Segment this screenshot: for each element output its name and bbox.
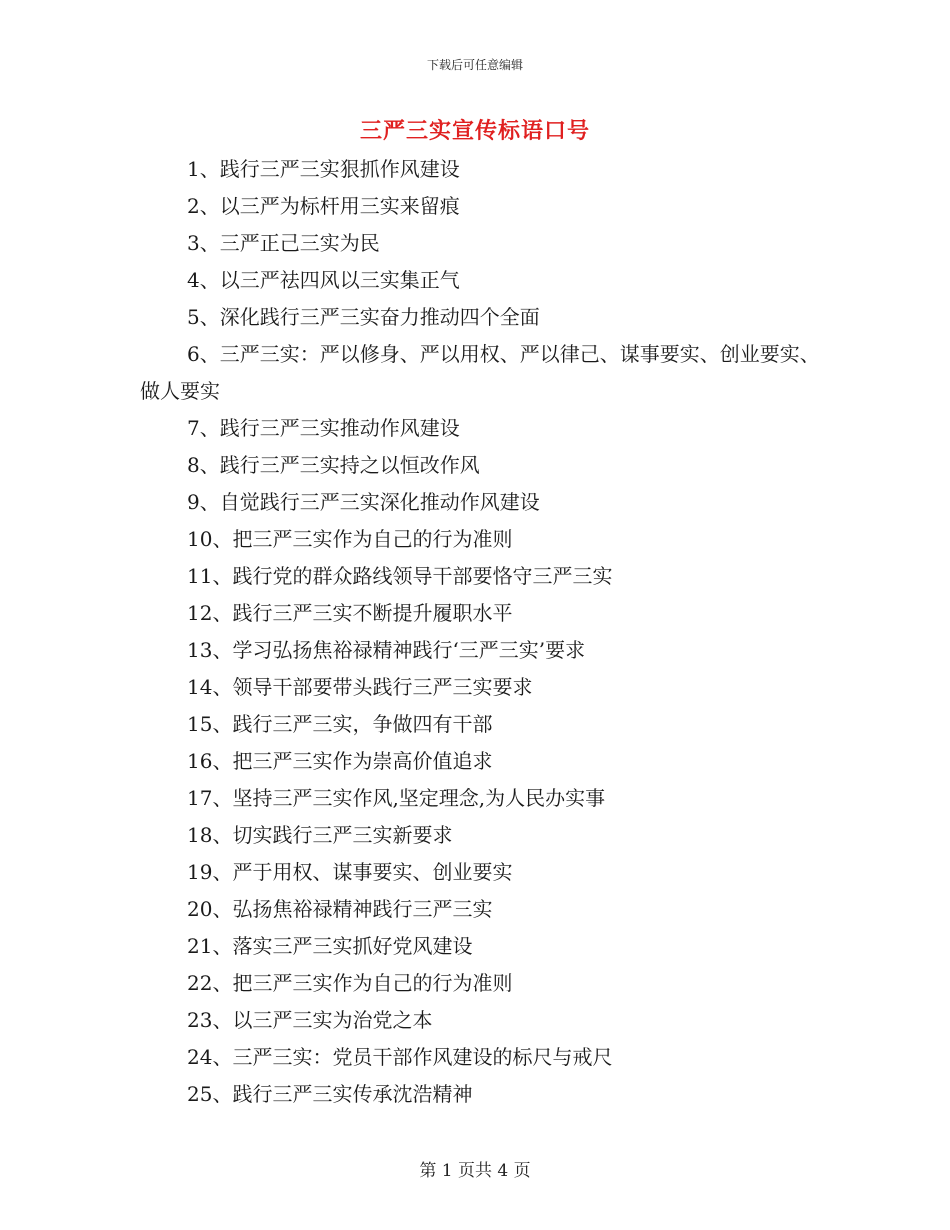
slogan-item: 15、践行三严三实，争做四有干部 <box>187 712 493 736</box>
slogan-item: 3、三严正己三实为民 <box>187 231 380 255</box>
slogan-item: 17、坚持三严三实作风,坚定理念,为人民办实事 <box>187 786 606 810</box>
slogan-item: 6、三严三实：严以修身、严以用权、严以律己、谋事要实、创业要实、做人要实 <box>140 342 820 403</box>
slogan-item: 11、践行党的群众路线领导干部要恪守三严三实 <box>187 564 613 588</box>
slogan-item: 14、领导干部要带头践行三严三实要求 <box>187 675 533 699</box>
slogan-item: 8、践行三严三实持之以恒改作风 <box>187 453 480 477</box>
slogan-item: 4、以三严祛四风以三实集正气 <box>187 268 460 292</box>
slogan-item: 5、深化践行三严三实奋力推动四个全面 <box>187 305 540 329</box>
slogan-list <box>140 151 820 1113</box>
slogan-item: 19、严于用权、谋事要实、创业要实 <box>187 860 513 884</box>
page-footer-pagination: 第 1 页共 4 页 <box>419 1161 531 1181</box>
slogan-item: 18、切实践行三严三实新要求 <box>187 823 453 847</box>
slogan-item: 10、把三严三实作为自己的行为准则 <box>187 527 513 551</box>
slogan-item: 12、践行三严三实不断提升履职水平 <box>187 601 513 625</box>
slogan-item: 2、以三严为标杆用三实来留痕 <box>187 194 460 218</box>
slogan-item: 9、自觉践行三严三实深化推动作风建设 <box>187 490 540 514</box>
slogan-item: 24、三严三实：党员干部作风建设的标尺与戒尺 <box>187 1045 613 1069</box>
slogan-item: 1、践行三严三实狠抓作风建设 <box>187 157 460 181</box>
slogan-item: 22、把三严三实作为自己的行为准则 <box>187 971 513 995</box>
slogan-item: 25、践行三严三实传承沈浩精神 <box>187 1082 473 1106</box>
slogan-item: 21、落实三严三实抓好党风建设 <box>187 934 473 958</box>
document-title: 三严三实宣传标语口号 <box>359 119 590 144</box>
page-header-note: 下载后可任意编辑 <box>426 58 523 72</box>
slogan-item: 23、以三严三实为治党之本 <box>187 1008 433 1032</box>
slogan-item: 13、学习弘扬焦裕禄精神践行‘三严三实’要求 <box>187 638 586 662</box>
slogan-item: 16、把三严三实作为崇高价值追求 <box>187 749 493 773</box>
slogan-item: 20、弘扬焦裕禄精神践行三严三实 <box>187 897 493 921</box>
slogan-item: 7、践行三严三实推动作风建设 <box>187 416 460 440</box>
